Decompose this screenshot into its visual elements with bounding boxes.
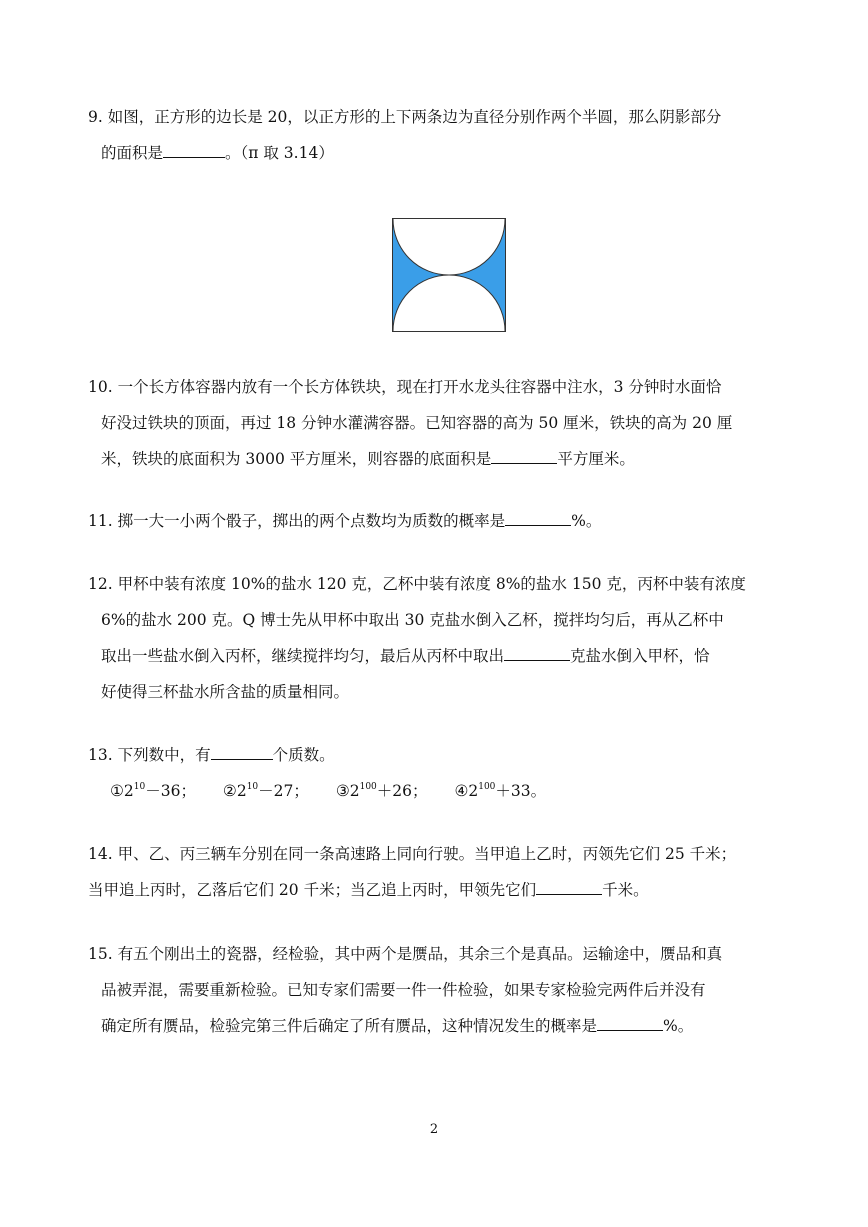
question-10 [88, 369, 788, 477]
question-number: 15. [88, 945, 113, 963]
question-13 [88, 737, 788, 809]
question-text-line: 一个长方体容器内放有一个长方体铁块，现在打开水龙头往容器中注水，3 分钟时水面恰 [117, 378, 722, 396]
question-11 [88, 503, 788, 539]
question-text-line: 取出一些盐水倒入丙杯，继续搅拌均匀，最后从丙杯中取出 [101, 647, 505, 665]
question-number: 11. [88, 512, 113, 530]
question-text-line: 如图，正方形的边长是 20，以正方形的上下两条边为直径分别作两个半圆，那么阴影部分 [107, 108, 722, 126]
figure-svg [392, 218, 506, 332]
question-9 [88, 99, 788, 171]
question-text-line: 的面积是 [101, 144, 164, 162]
page-number: 2 [429, 1122, 439, 1137]
question-text-line: 下列数中，有 [117, 746, 211, 764]
answer-blank[interactable] [504, 642, 570, 661]
question-text-line: 平方厘米。 [557, 450, 635, 468]
answer-blank[interactable] [505, 507, 571, 526]
question-text-line: 品被弄混，需要重新检验。已知专家们需要一件一件检验，如果专家检验完两件后并没有 [101, 981, 706, 999]
question-text-line: %。 [571, 512, 602, 530]
question-text-line: 甲、乙、丙三辆车分别在同一条高速路上同向行驶。当甲追上乙时，丙领先它们 25 千米； [117, 845, 737, 863]
question-15 [88, 936, 788, 1044]
answer-blank[interactable] [536, 876, 602, 895]
answer-blank[interactable] [597, 1012, 663, 1031]
answer-blank[interactable] [211, 741, 273, 760]
question-text-line: 掷一大一小两个骰子，掷出的两个点数均为质数的概率是 [117, 512, 506, 530]
option-2: $②2^{10}-27$； [222, 782, 309, 800]
question-text-line: 好使得三杯盐水所含盐的质量相同。 [101, 683, 350, 701]
option-1: $①2^{10}-36$； [110, 782, 196, 800]
option-3: $③2^{100}+26$； [335, 782, 428, 800]
square-semicircles-figure [392, 218, 506, 332]
question-text-line: 当甲追上丙时，乙落后它们 20 千米；当乙追上丙时，甲领先它们 [88, 881, 537, 899]
question-text-line: 确定所有赝品，检验完第三件后确定了所有赝品，这种情况发生的概率是 [101, 1017, 598, 1035]
question-text-line: 好没过铁块的顶面，再过 18 分钟水灌满容器。已知容器的高为 50 厘米，铁块的高为 20 厘 [101, 414, 733, 432]
question-12 [88, 566, 788, 710]
question-text-line: 克盐水倒入甲杯，恰 [570, 647, 710, 665]
question-text-line: 6%的盐水 200 克。Q 博士先从甲杯中取出 30 克盐水倒入乙杯，搅拌均匀后，再从乙杯中 [101, 611, 724, 629]
question-text-line: %。 [663, 1017, 694, 1035]
question-text-line: 甲杯中装有浓度 10%的盐水 120 克，乙杯中装有浓度 8%的盐水 150 克，丙杯中装有浓度 [117, 575, 746, 593]
answer-blank[interactable] [163, 139, 225, 158]
question-text-line: 千米。 [602, 881, 649, 899]
question-number: 12. [88, 575, 113, 593]
option-4: $④2^{100}+33$。 [454, 782, 547, 800]
question-text-line: 有五个刚出土的瓷器，经检验，其中两个是赝品，其余三个是真品。运输途中，赝品和真 [117, 945, 723, 963]
question-number: 10. [88, 378, 113, 396]
question-number: 13. [88, 746, 113, 764]
question-number: 14. [88, 845, 113, 863]
question-text-line: 个质数。 [272, 746, 335, 764]
question-text-line: 米，铁块的底面积为 3000 平方厘米，则容器的底面积是 [101, 450, 492, 468]
question-number: 9. [88, 108, 103, 126]
question-text-line: 。（π 取 3.14） [225, 144, 334, 162]
options-row [88, 773, 788, 809]
question-14 [88, 836, 788, 908]
answer-blank[interactable] [491, 445, 557, 464]
